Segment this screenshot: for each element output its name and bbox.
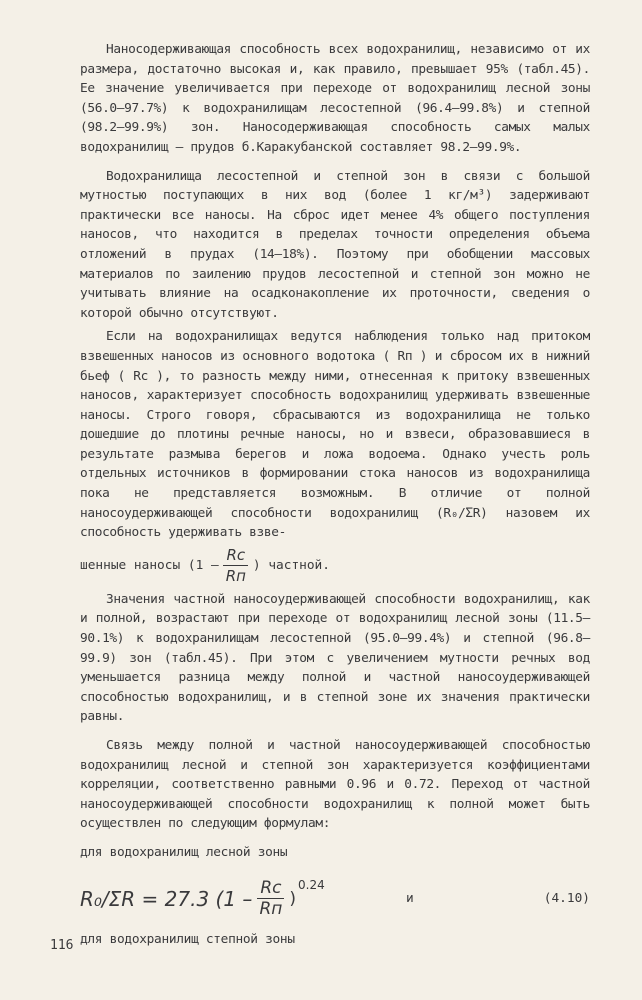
formula-4-10 (80, 868, 590, 930)
fraction-denominator: Rп (225, 566, 246, 585)
paragraph-5: Связь между полной и частной наносоудерживающей способностью водохранилищ лесной и степной зон характеризуется коэффициентами корреляции, соответственно равными 0.96 и 0.72. Переход от частной наносоудерживающей способности водохранилищ к полной может быть осуществлен по следующим формулам: (80, 738, 590, 832)
formula-conjunction: и (406, 891, 414, 907)
caption-forest-zone: для водохранилищ лесной зоны (80, 844, 288, 860)
caption-steppe-zone: для водохранилищ степной зоны (80, 931, 295, 947)
formula-exponent: 0.24 (298, 877, 325, 892)
fraction-numerator: Rс (223, 545, 248, 566)
fraction-suffix: ) частной. (252, 557, 330, 573)
paragraph-3: Если на водохранилищах ведутся наблюдения только над притоком взвешенных наносов из основного водотока ( Rп ) и сбросом их в нижний бьеф ( Rс ), то разность между ними, отнесенная к притоку взвешенных наносов, характеризует способность водохранилищ удерживать взвешенные наносы. Строго говоря, сбрасываются из водохранилища не только дошедшие до плотины речные наносы, но и взвеси, образовавшиеся в результате размыва берегов и ложа водоема. Однако учесть роль отдельных источников в формировании стока наносов из водохранилища пока не представляется возможным. В отличие от полной наносоудерживающей способности водохранилищ (R₀/ΣR) назовем их способность удерживать взве- (80, 329, 590, 541)
fraction-prefix: шенные наносы (1 – (80, 557, 219, 573)
page-number: 116 (50, 938, 74, 953)
formula-number: (4.10) (543, 891, 590, 907)
formula-expression (80, 878, 325, 919)
formula-denominator: Rп (259, 899, 283, 920)
formula-close-paren: ) (289, 888, 297, 909)
partial-capacity-definition (80, 545, 590, 586)
formula-lhs: R₀/ΣR = 27.3 (1 – (80, 886, 253, 911)
paragraph-1: Наносодерживающая способность всех водохранилищ, независимо от их размера, достаточно высокая и, как правило, превышает 95% (табл.45). Ее значение увеличивается при переходе от водохранилищ лесной зоны (56.0–97.7%) к водохранилищам лесостепной (96.4–99.8%) и степной (98.2–99.9%) зон. Наносодерживающая способность самых малых водохранилищ – прудов б.Каракубанской составляет 98.2–99.9%. (80, 42, 590, 155)
formula-fraction (256, 878, 285, 919)
paragraph-4: Значения частной наносоудерживающей способности водохранилищ, как и полной, возрастают при переходе от водохранилищ лесной зоны (11.5–90.1%) к водохранилищам лесостепной (95.0–99.4%) и степной (96.8–99.9) зон (табл.45). При этом с увеличением мутности речных вод уменьшается разница между полной и частной наносоудерживающей способностью водохранилищ, и в степной зоне их значения практически равны. (80, 591, 590, 725)
paragraph-2: Водохранилища лесостепной и степной зон в связи с большой мутностью поступающих в них вод (более 1 кг/м³) задерживают практически все наносы. На сброс идет менее 4% общего поступления наносов, что находится в пределах точности определения объема отложений в прудах (14–18%). Поэтому при обобщении массовых материалов по заилению прудов лесостепной и степной зон можно не учитывать влияние на осадконакопление их проточности, сведения о которой обычно отсутствуют. (80, 168, 590, 321)
rc-over-rp-fraction (223, 545, 249, 586)
formula-numerator: Rс (257, 878, 284, 899)
